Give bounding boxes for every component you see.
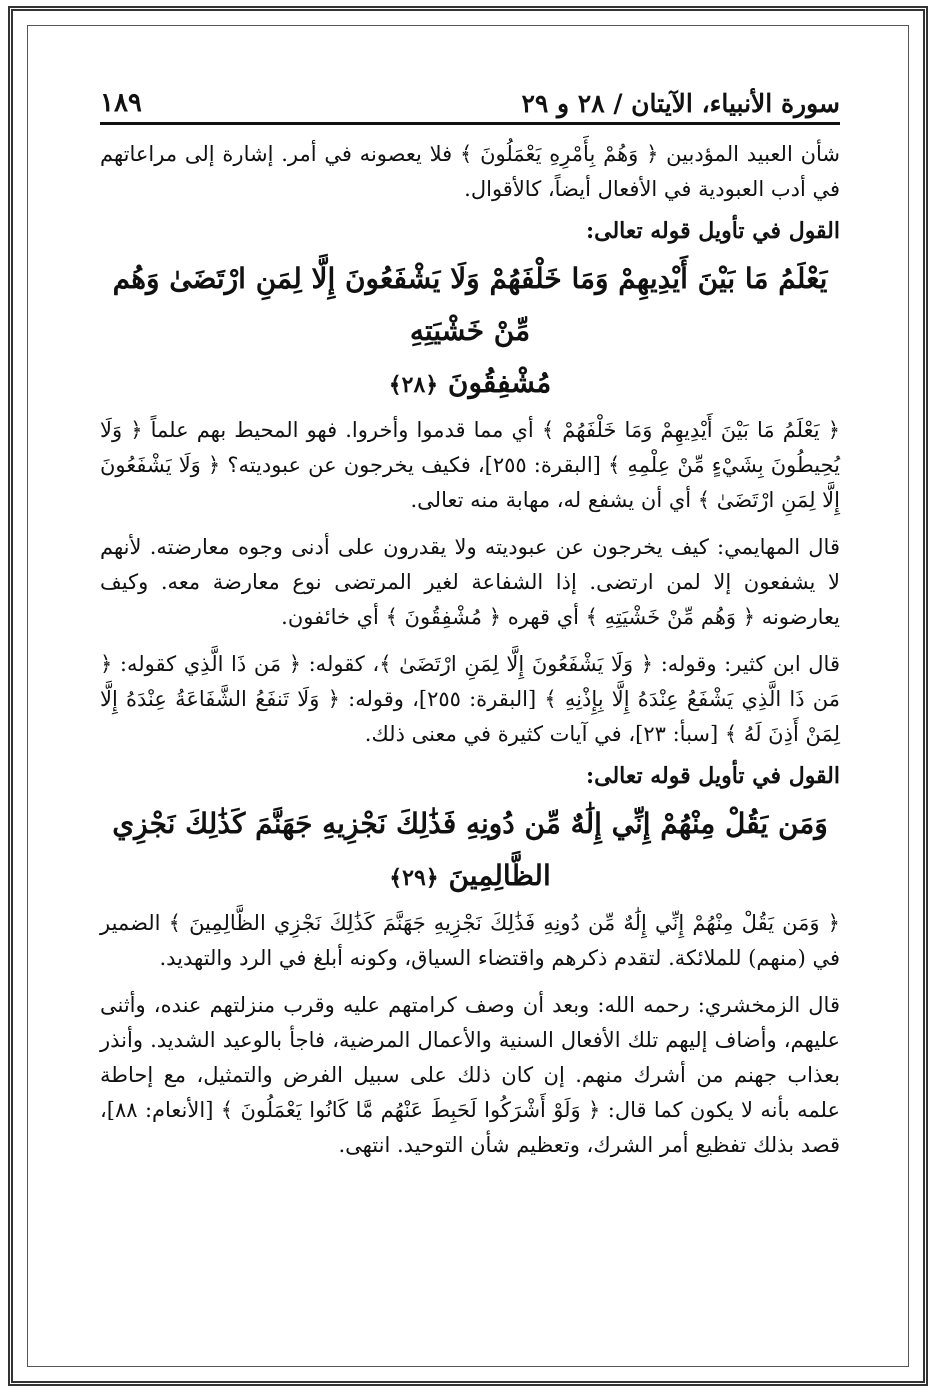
verse-number-29: ﴿٢٩﴾ bbox=[389, 865, 439, 891]
verse-29-line-2-text: الظَّالِمِينَ bbox=[448, 859, 551, 892]
paragraph-3: قال المهايمي: كيف يخرجون عن عبوديته ولا يقدرون على أدنى وجوه معارضته. لأنهم لا يشفعون إلا لمن ارتضى. إذا الشفاعة لغير المرتضى نوع معارضة معه. وكيف يعارضونه ﴿ وَهُم مِّنْ خَشْيَتِهِ ﴾ أي قهره ﴿ مُشْفِقُونَ ﴾ أي خائفون. bbox=[100, 535, 840, 629]
verse-28 bbox=[100, 253, 840, 411]
paragraph-5: ﴿ وَمَن يَقُلْ مِنْهُمْ إِنِّي إِلَٰهٌ مِّن دُونِهِ فَذَٰلِكَ نَجْزِيهِ جَهَنَّمَ كَذَٰلِكَ نَجْزِي الظَّالِمِينَ ﴾ الضمير في (منهم) للملائكة. لتقدم ذكرهم واقتضاء السياق، وكونه أبلغ في الرد والتهديد. bbox=[100, 911, 840, 970]
paragraph-2: ﴿ يَعْلَمُ مَا بَيْنَ أَيْدِيهِمْ وَمَا خَلْفَهُمْ ﴾ أي مما قدموا وأخروا. فهو المحيط بهم علماً ﴿ وَلَا يُحِيطُونَ بِشَيْءٍ مِّنْ عِلْمِهِ ﴾ [البقرة: ٢٥٥]، فكيف يخرجون عن عبوديته؟ ﴿ وَلَا يَشْفَعُونَ إِلَّا لِمَنِ ارْتَضَىٰ ﴾ أي أن يشفع له، مهابة منه تعالى. bbox=[100, 418, 840, 512]
verse-29 bbox=[100, 798, 840, 904]
paragraph-1: شأن العبيد المؤدبين ﴿ وَهُمْ بِأَمْرِهِ يَعْمَلُونَ ﴾ فلا يعصونه في أمر. إشارة إلى مراعاتهم في أدب العبودية في الأفعال أيضاً، كالأقوال. bbox=[100, 142, 840, 201]
section-heading-2: القول في تأويل قوله تعالى: bbox=[586, 763, 840, 789]
running-title: سورة الأنبياء، الآيتان / ٢٨ و ٢٩ bbox=[521, 89, 840, 118]
verse-number-28: ﴿٢٨﴾ bbox=[388, 372, 439, 398]
verse-29-line-2 bbox=[100, 850, 840, 904]
page-content bbox=[100, 70, 840, 1360]
section-heading-1: القول في تأويل قوله تعالى: bbox=[586, 218, 840, 244]
verse-28-line-2-text: مُشْفِقُونَ bbox=[447, 366, 552, 399]
verse-28-line-1: يَعْلَمُ مَا بَيْنَ أَيْدِيهِمْ وَمَا خَلْفَهُمْ وَلَا يَشْفَعُونَ إِلَّا لِمَنِ ارْتَضَىٰ وَهُم مِّنْ خَشْيَتِهِ bbox=[112, 262, 828, 347]
page-number: ١٨٩ bbox=[100, 88, 142, 118]
verse-29-line-1: وَمَن يَقُلْ مِنْهُمْ إِنِّي إِلَٰهٌ مِّن دُونِهِ فَذَٰلِكَ نَجْزِيهِ جَهَنَّمَ كَذَٰلِكَ نَجْزِي bbox=[112, 807, 828, 840]
verse-28-line-2 bbox=[100, 357, 840, 411]
paragraph-6: قال الزمخشري: رحمه الله: وبعد أن وصف كرامتهم عليه وقرب منزلتهم عنده، وأثنى عليهم، وأضاف إليهم تلك الأفعال السنية والأعمال المرضية، فاجأ بالوعيد الشديد. وأنذر بعذاب جهنم من أشرك منهم. إن كان ذلك على سبيل الفرض والتمثيل، مع إحاطة علمه بأنه لا يكون كما قال: ﴿ وَلَوْ أَشْرَكُوا لَحَبِطَ عَنْهُم مَّا كَانُوا يَعْمَلُونَ ﴾ [الأنعام: ٨٨]، قصد بذلك تفظيع أمر الشرك، وتعظيم شأن التوحيد. انتهى. bbox=[100, 993, 840, 1157]
paragraph-4: قال ابن كثير: وقوله: ﴿ وَلَا يَشْفَعُونَ إِلَّا لِمَنِ ارْتَضَىٰ ﴾، كقوله: ﴿ مَن ذَا الَّذِي كقوله: ﴿ مَن ذَا الَّذِي يَشْفَعُ عِنْدَهُ إِلَّا بِإِذْنِهِ ﴾ [البقرة: ٢٥٥]، وقوله: ﴿ وَلَا تَنفَعُ الشَّفَاعَةُ عِنْدَهُ إِلَّا لِمَنْ أَذِنَ لَهُ ﴾ [سبأ: ٢٣]، في آيات كثيرة في معنى ذلك. bbox=[100, 652, 841, 746]
page-header bbox=[100, 70, 840, 125]
